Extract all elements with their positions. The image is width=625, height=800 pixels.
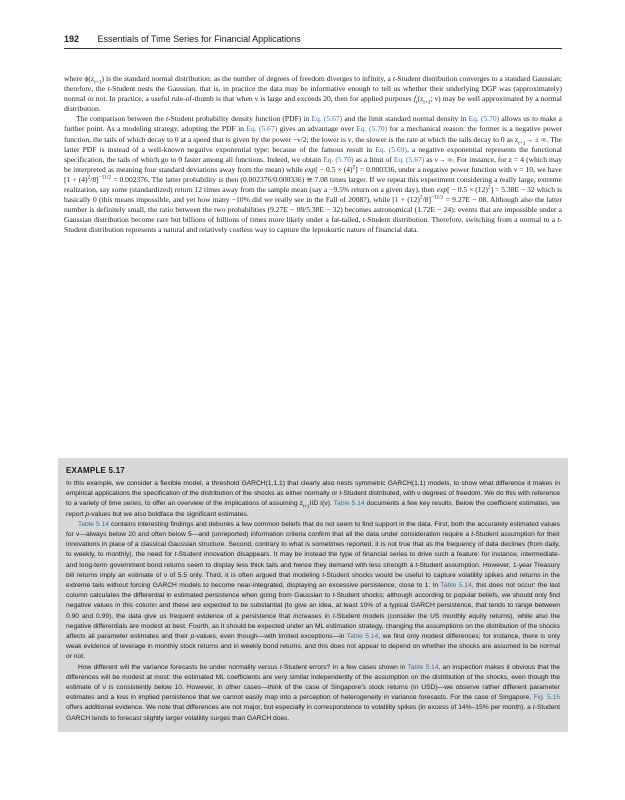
text-run: -Student GARCH tends to forecast slightly larger volatility surges than GARCH does.	[66, 704, 560, 722]
text-run: t	[415, 561, 418, 569]
text-run: where ϕ(z	[64, 74, 95, 83]
text-run: IID	[309, 500, 321, 508]
text-run: exp	[436, 185, 448, 195]
text-run: as a limit of	[353, 154, 394, 164]
text-run: /8]	[422, 195, 431, 205]
text-run: 2	[487, 184, 491, 191]
cross-reference-link[interactable]: Eq. (5.70)	[323, 154, 354, 164]
running-title: Essentials of Time Series for Financial Applications	[97, 34, 301, 44]
text-run: t	[279, 663, 282, 671]
text-run: t	[107, 84, 110, 94]
text-run: 2	[352, 164, 356, 171]
text-run: -Student assumption. However, 1-year Treasury bill returns imply an estimate of ν of 5.5 only. Third, it is often argued that modeling	[66, 561, 560, 579]
text-run: The comparison between the	[76, 114, 166, 124]
example-title: EXAMPLE 5.17	[66, 466, 125, 475]
text-run: t	[392, 74, 395, 83]
text-run: -Student innovation disappears. It may be instead the type of financial series to drive such a feature: for instance, intermediate- and long-term government bond returns seem to display less thick tails and hence they demand with less strength a	[66, 551, 560, 569]
example-box	[58, 458, 568, 732]
text-run: t+1	[518, 140, 526, 147]
text-run: -Student errors? In a few cases shown in	[281, 663, 408, 671]
text-run: , an inspection makes it obvious that the differences will be modest at most: the estimated ML coefficients are very similar independently of the assumption on the distribution of the shocks, even though the estimate of ν is consistently below 10. However, in other cases—think of the case of Singapore’s stock returns (in USD)—we observe rather different parameter estimates and a loss in implied persistence that we cannot easily map into a perception of heterogeneity in variance forecasts. For the case of Singapore,	[66, 663, 560, 702]
text-run: t+1	[94, 79, 102, 86]
text-run: for a mechanical reason: the former is a negative power function, the tails of which decay to 0 at a speed that is given by the power −ν/2; the lower is ν, the slower is the rate at which the tails decay to 0 as z	[64, 124, 562, 144]
text-run: allows us to make a further point. As a modeling strategy, adopting the PDF in	[64, 114, 562, 134]
text-run: ; ν) may be well approximated by a normal distribution.	[64, 94, 562, 114]
text-run: 2	[87, 174, 91, 181]
text-run: t	[362, 215, 365, 225]
running-header	[64, 34, 562, 49]
text-run: = 0.002376. The latter probability is then (0.002376/0.000336) ≅ 7.08 times larger. If we repeat this experiment considering a really large, extreme realization, say some (standardized) return 12 times away from the sample mean (say a −9.5% return on a given day), then	[64, 174, 562, 195]
text-run: t+1	[423, 99, 431, 106]
cross-reference-link[interactable]: Eq. (5.70)	[356, 124, 388, 134]
cross-reference-link[interactable]: Eq. (5.69)	[375, 144, 407, 154]
page-number: 192	[64, 34, 80, 44]
text-run: -Student distribution. Therefore, switching from a normal to a	[364, 215, 558, 225]
text-run: , a negative exponential represents the functional specification, the tails of which go to 0 faster among all functions. Indeed, we obtain	[64, 144, 563, 164]
text-run: and the limit standard normal density in	[342, 114, 469, 124]
text-run: -Student distribution converges to a standard Gaussian; therefore, the	[64, 74, 562, 94]
text-run: exp	[304, 164, 316, 174]
cross-reference-link[interactable]: Eq. (5.67)	[246, 124, 278, 134]
cross-reference-link[interactable]: Table 5.14	[407, 663, 439, 671]
text-run: gives an advantage over	[277, 124, 357, 134]
text-run: -Student models (consider the US monthly equity returns), while also the negative differentials are modest at best. Fourth, as it should be expected under an ML estimation strategy, changing the assumptions on the distribution of the shocks affects all parameter estimates and their	[66, 612, 561, 641]
text-run: , this does not occur: the last column calculates the differential in estimated persistence when going from Gaussian to	[66, 582, 560, 600]
text-run: p	[85, 510, 90, 518]
text-run: , we find only modest differences; for instance, there is only weak evidence of leverage in monthly stock returns and in weekly bond returns, and this does not appear to depend on whether the shocks are assumed to be normal or not.	[66, 633, 561, 661]
text-run: t+1	[302, 504, 310, 510]
text-run: contains interesting findings and debunks a few common beliefs that do not seem to find support in the data. First, both the accurately estimated values for ν—always below 20 and often below 5—and (unreported) information criteria confirm that all the data under consideration require a	[66, 520, 560, 539]
text-run: in	[321, 612, 333, 620]
text-run: -Student distributed, with ν degrees of freedom. We do this with reference to a variety of time series, to offer an overview of the implications of assuming z	[66, 490, 560, 508]
text-run: /8]	[90, 174, 99, 184]
cross-reference-link[interactable]: Table 5.14	[346, 633, 379, 641]
text-run: 2	[419, 194, 423, 201]
main-text	[64, 74, 562, 236]
text-run: t	[339, 490, 342, 498]
text-run: f	[413, 94, 416, 104]
example-paragraph	[66, 520, 560, 663]
text-run: (ν).	[322, 500, 334, 508]
text-run: (z	[417, 94, 424, 104]
cross-reference-link[interactable]: Table 5.14	[440, 582, 472, 590]
text-run: ] = 0.000336, under a negative power function with ν = 10, we have [1 + (4)	[64, 164, 563, 184]
text-run: −11/2	[98, 174, 112, 181]
text-run: documents a few key results. Below the coefficient estimates, we report	[66, 500, 560, 518]
text-run: t	[557, 215, 560, 225]
text-run: t	[174, 551, 177, 559]
cross-reference-link[interactable]: Eq. (5.67)	[393, 154, 425, 164]
cross-reference-link[interactable]: Fig. 5.15	[533, 694, 560, 702]
text-run: t	[332, 592, 335, 600]
text-run: t	[532, 704, 535, 712]
text-run: t	[322, 571, 325, 579]
text-run: → ± ∞. The latter PDF is instead of a well-known negative exponential type: because of the famous result in	[64, 134, 562, 154]
text-run: In this example, we consider a flexible model, a threshold GARCH(1,1,1) that clearly also nests symmetric GARCH(1,1) models, to show what difference it makes in empirical applications the specification of the distribution of the shocks as either normally or	[66, 480, 560, 498]
text-run: offers additional evidence. We note that differences are not major, but especially in correspondence to volatility spikes (in excess of 14%–15% per month), a	[66, 704, 533, 712]
example-paragraph	[66, 663, 560, 724]
text-run: ] = 5.38E − 32 which is basically 0 (this means impossible, and yet how many −10% did we really see in the Fall of 2008?), while [1 + (12)	[64, 185, 562, 205]
text-run: ) is the standard normal distribution: as the number of degrees of freedom diverges to infinity, a	[101, 74, 393, 83]
text-run: −11/2	[430, 194, 444, 201]
text-run: = 9.27E − 08. Although also the latter number is definitely small, the ratio between the two probabilities (9.27E − 08/5.38E − 32) becomes astronomical (1.72E − 24): events that are impossible under a Gaussian distribution become rare but billions of billions of times more likely under a fat-tailed,	[64, 195, 562, 225]
cross-reference-link[interactable]: Table 5.14	[333, 500, 365, 508]
cross-reference-link[interactable]: Table 5.14	[78, 520, 109, 528]
text-run: t	[165, 114, 169, 124]
text-run: How different will the variance forecasts be under normality versus	[78, 663, 280, 671]
text-run: -values but we also boldface the significant estimates.	[89, 510, 249, 518]
text-run: as ν→ ∞. For instance, for z = 4 (which may be interpreted as meaning four standard deviations away from the mean) while	[64, 154, 563, 174]
example-paragraph	[66, 479, 560, 520]
text-run: t	[332, 612, 335, 620]
text-run: [ − 0.5 × (12)	[447, 185, 488, 195]
text-run: t	[415, 99, 418, 106]
text-run: -Student shocks; although according to popular beliefs, we should only find negative values in this column and these are expected to be substantial (to give an idea, at least 10% of a typical GARCH persistence, that tends to range between 0.90 and 0.99), the data give us frequent evidence of a persistence that	[66, 592, 560, 620]
text-run: -values, even though—with limited exceptions—in	[194, 633, 347, 641]
cross-reference-link[interactable]: Eq. (5.70)	[468, 114, 500, 124]
cross-reference-link[interactable]: Eq. (5.67)	[311, 114, 343, 124]
text-run: p	[190, 633, 195, 641]
text-run: -Student nests the Gaussian, that is, in practice the data may be informative enough to tell us whether their underlying DGP was (approximately) normal or not. In practice, a useful rule-of-thumb is that when ν is large and exceeds 20, then for applied purposes	[64, 84, 562, 104]
text-run: -Student probability density function (PDF) in	[168, 114, 312, 124]
text-run: -Student distribution represents a natural and relatively costless way to capture the leptokurtic nature of financial data.	[64, 215, 563, 235]
text-run: t	[471, 531, 474, 539]
body-paragraph	[64, 74, 562, 114]
text-run: increases	[293, 612, 322, 620]
text-run: t	[320, 500, 323, 508]
text-run: [ − 0.5 × (4)	[315, 164, 353, 174]
text-run: -Student assumption for their innovations in place of a classical Gaussian structure. Second, contrary to what is sometimes reported, it is not true that as the frequency of data declines (from daily, to weekly, to monthly), the need for	[66, 531, 560, 559]
body-paragraph	[64, 114, 562, 235]
text-run: -Student shocks would be useful to capture volatility spikes and returns in the extreme tails without forcing GARCH models to become near-integrated, displaying an excessive persistence, close to 1. In	[66, 571, 560, 590]
